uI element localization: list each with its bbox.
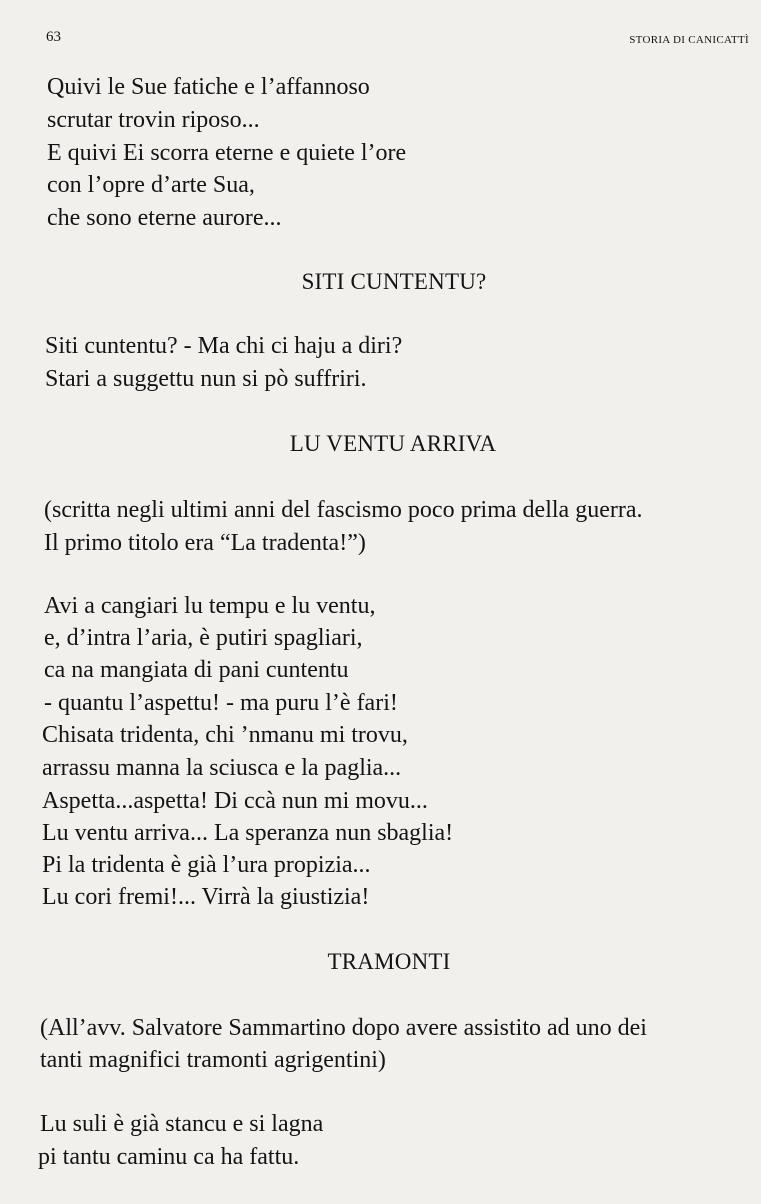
verse-line: Quivi le Sue fatiche e l’affannoso [47, 74, 370, 100]
section-note: Il primo titolo era “La tradenta!”) [44, 530, 366, 556]
verse-line: Siti cuntentu? - Ma chi ci haju a diri? [45, 333, 403, 359]
verse-line: Avi a cangiari lu tempu e lu ventu, [44, 593, 376, 619]
verse-line: Chisata tridenta, chi ’nmanu mi trovu, [42, 722, 408, 748]
section-note: (All’avv. Salvatore Sammartino dopo avere assistito ad uno dei [40, 1015, 647, 1041]
verse-line: Lu cori fremi!... Virrà la giustizia! [42, 884, 370, 910]
section-note: (scritta negli ultimi anni del fascismo poco prima della guerra. [44, 497, 643, 523]
section-note: tanti magnifici tramonti agrigentini) [40, 1047, 386, 1073]
verse-line: Lu suli è già stancu e si lagna [40, 1111, 324, 1137]
verse-line: Aspetta...aspetta! Di ccà nun mi movu... [42, 788, 428, 814]
verse-line: ca na mangiata di pani cuntentu [44, 657, 349, 683]
verse-line: Stari a suggettu nun si pò suffriri. [45, 366, 367, 392]
verse-line: e, d’intra l’aria, è putiri spagliari, [44, 625, 363, 651]
verse-line: con l’opre d’arte Sua, [47, 172, 255, 198]
running-head: STORIA DI CANICATTÌ [629, 34, 749, 46]
verse-line: Lu ventu arriva... La speranza nun sbaglia! [42, 820, 454, 846]
verse-line: - quantu l’aspettu! - ma puru l’è fari! [44, 690, 398, 716]
verse-line: pi tantu caminu ca ha fattu. [38, 1144, 300, 1170]
verse-line: che sono eterne aurore... [47, 205, 282, 231]
section-title: TRAMONTI [327, 949, 451, 974]
section-title: LU VENTU ARRIVA [289, 431, 497, 456]
page-number: 63 [46, 29, 61, 45]
section-title: SITI CUNTENTU? [301, 269, 487, 294]
verse-line: E quivi Ei scorra eterne e quiete l’ore [47, 140, 407, 166]
verse-line: arrassu manna la sciusca e la paglia... [42, 755, 402, 781]
verse-line: Pi la tridenta è già l’ura propizia... [42, 852, 371, 878]
verse-line: scrutar trovin riposo... [47, 107, 260, 133]
